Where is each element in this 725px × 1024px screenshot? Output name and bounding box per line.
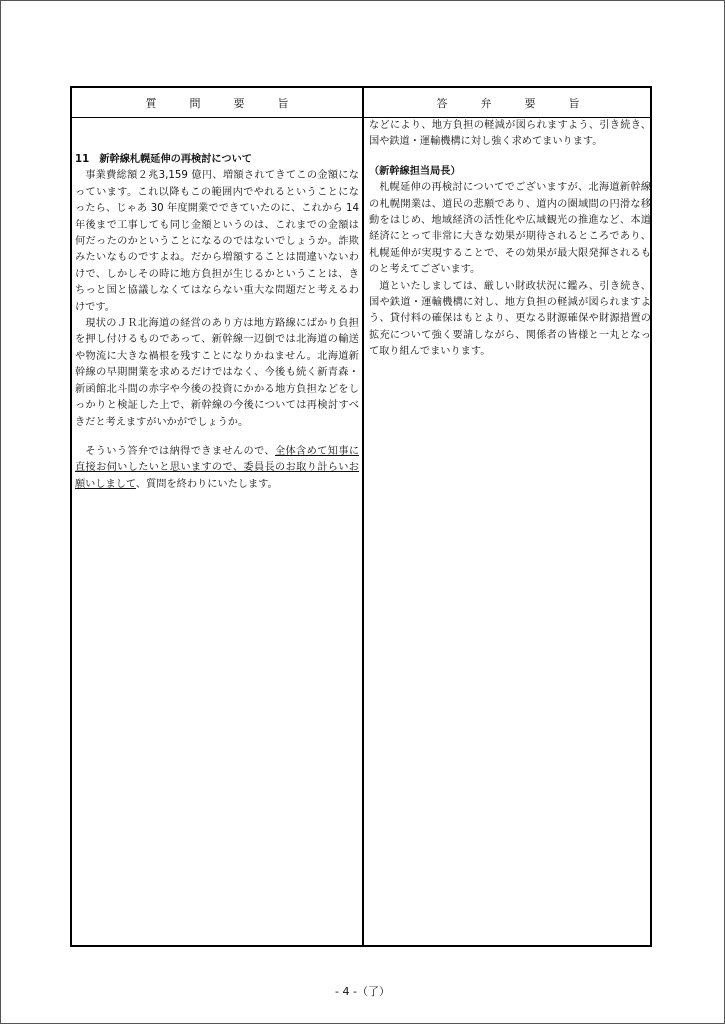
answer-speaker: （新幹線担当局長） [369, 165, 461, 177]
closing-underlined-text: 全体含めて知事に直接お伺いしたいと思いますので、委員長のお取り計らいお願いしまして [75, 445, 360, 490]
column-divider [362, 88, 364, 945]
answer-carryover: などにより、地方負担の軽減が図られますよう、引き続き、国や鉄道・運輸機構に対し強く求めてまいります。 [369, 120, 651, 148]
qa-table [70, 86, 652, 947]
answer-column-header: 答 弁 要 旨 [436, 97, 580, 110]
answer-column [369, 118, 651, 361]
question-closing [75, 444, 359, 493]
answer-paragraph-1: 札幌延伸の再検討についてでございますが、北海道新幹線の札幌開業は、道民の悲願であり、道内の圏域間の円滑な移動をはじめ、地域経済の活性化や広域観光の推進など、本道経済にとって非常に大きな効果が期待されるところであり、札幌延伸が実現することで、その効果が最大限発揮されるものと考えてございます。 [369, 182, 651, 276]
page-number: - 4 -（了） [335, 985, 390, 998]
closing-text-1: そういう答弁では納得できませんので、 [85, 445, 275, 457]
closing-text-2: 、質問を終わりにいたします。 [135, 478, 278, 490]
answer-paragraph-2: 道といたしましては、厳しい財政状況に鑑み、引き続き、国や鉄道・運輸機構に対し、地方負担の軽減が図られますよう、貸付料の確保はもとより、更なる財源確保や財源措置の拡充について強く要請しながら、関係者の皆様と一丸となって取り組んでまいります。 [369, 280, 651, 358]
paragraph-gap [75, 431, 359, 444]
question-column-header: 質 問 要 旨 [145, 97, 289, 110]
question-paragraph-2: 現状のＪＲ北海道の経営のあり方は地方路線にばかり負担を押し付けるものであって、新幹線一辺倒では北海道の輸送や物流に大きな禍根を残すことになりかねません。北海道新幹線の早期開業を求めるだけではなく、今後も続く新青森・新函館北斗間の赤字や今後の投資にかかる地方負担などをしっかりと検証した上で、新幹線の今後については再検討すべきだと考えますがいかがでしょうか。 [75, 318, 359, 428]
question-column [75, 152, 359, 493]
question-paragraph-1: 事業費総額２兆3,159 億円、増額されてきてこの金額になっています。これ以降もこの範囲内でやれるということになったら、じゃあ 30 年度開業でできていたのに、これから 14 年後まで工事しても同じ金額というのは、これまでの金額は何だったのかということになるのではないでしょうか。詐欺みたいなものですよね。だから増額することは間違いないわけで、しかしその時に地方負担が生じるかということは、きちっと国と協議しなくてはならない重大な問題だと考えるわけです。 [75, 170, 359, 313]
question-title: 11 新幹線札幌延伸の再検討について [75, 154, 252, 165]
paragraph-gap [369, 151, 651, 164]
